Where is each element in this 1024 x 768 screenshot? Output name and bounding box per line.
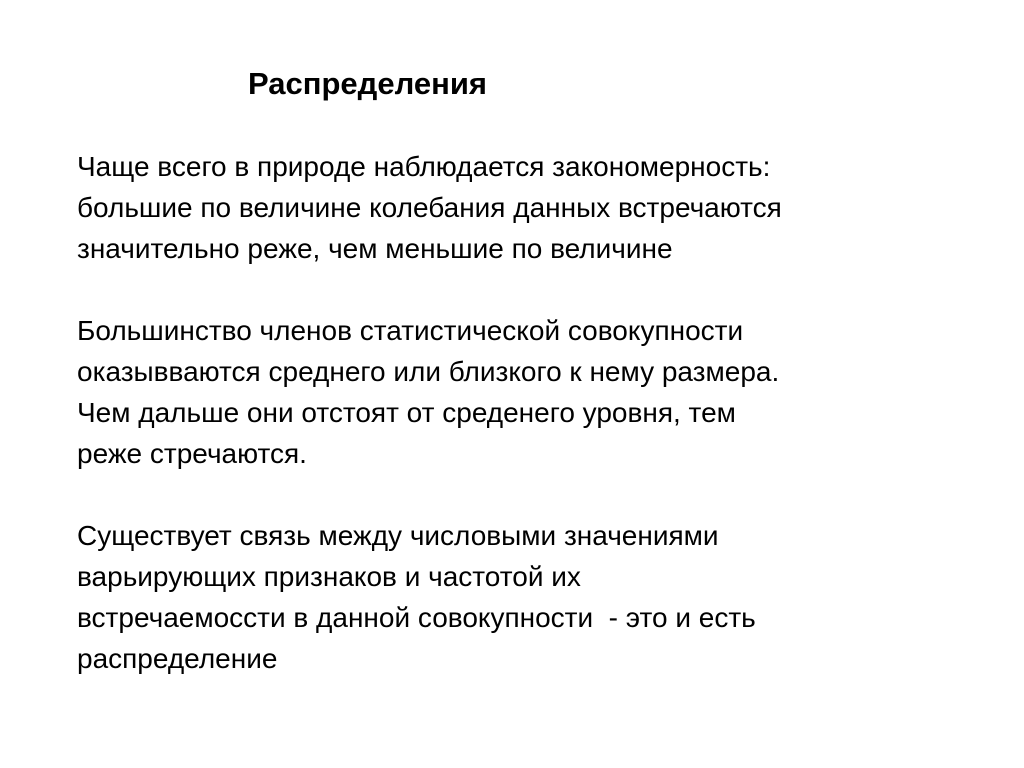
slide-title: Распределения (248, 66, 487, 101)
text-line: варьирующих признаков и частотой их (77, 561, 581, 592)
paragraph-majority (77, 310, 977, 474)
paragraph-definition (77, 515, 977, 679)
slide-body (77, 146, 977, 679)
text-line: большие по величине колебания данных встречаются (77, 192, 782, 223)
text-line: Большинство членов статистической совокупности (77, 315, 744, 346)
text-line: Существует связь между числовыми значениями (77, 520, 719, 551)
text-line: Чем дальше они отстоят от среденего уровня, тем (77, 397, 736, 428)
paragraph-pattern (77, 146, 977, 269)
text-line: Чаще всего в природе наблюдается закономерность: (77, 151, 771, 182)
text-line: распределение (77, 643, 278, 674)
text-line: встречаемоссти в данной совокупности - это и есть (77, 602, 756, 633)
text-line: реже стречаются. (77, 438, 307, 469)
text-line: оказывваются среднего или близкого к нему размера. (77, 356, 780, 387)
text-line: значительно реже, чем меньшие по величине (77, 233, 673, 264)
